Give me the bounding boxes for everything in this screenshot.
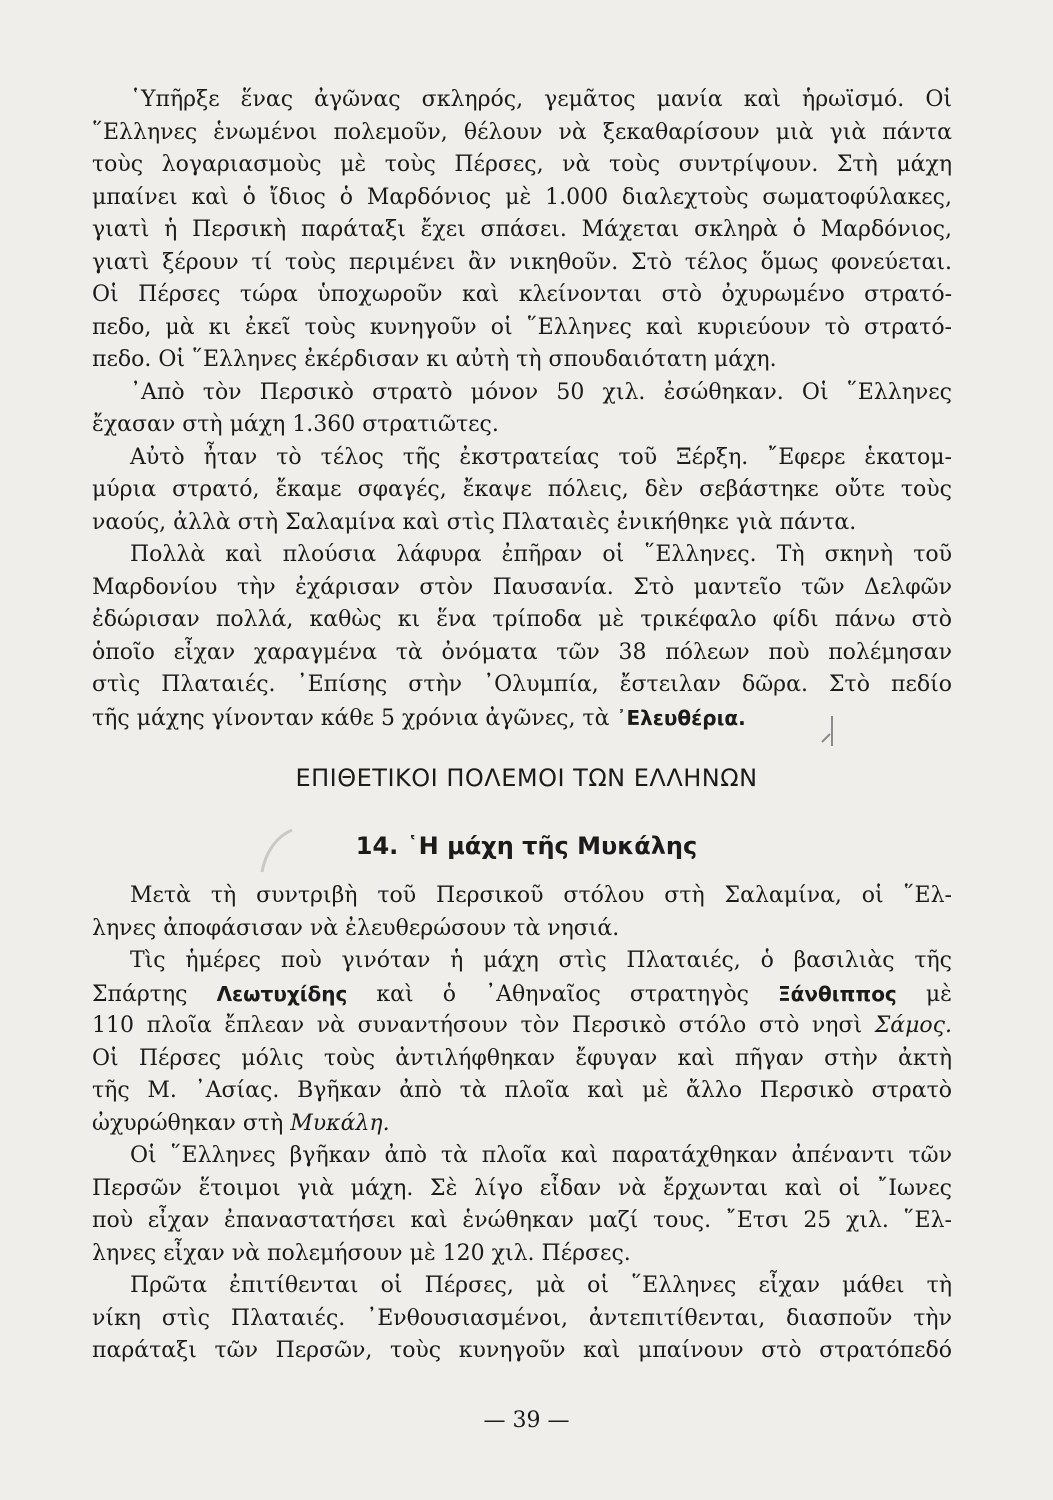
text-line: μπαίνει καὶ ὁ ἴδιος ὁ Μαρδόνιος μὲ 1.000 διαλεχτοὺς σωματοφύλακες, xyxy=(92,184,952,210)
text-line: τοὺς λογαριασμοὺς μὲ τοὺς Πέρσες, νὰ τοὺς συντρίψουν. Στὴ μάχη xyxy=(92,152,952,177)
bold-name-leotychides: Λεωτυχίδης xyxy=(216,981,348,1006)
pencil-mark-icon xyxy=(818,712,840,748)
text-line: τῆς Μ. ᾿Ασίας. Βγῆκαν ἀπὸ τὰ πλοῖα καὶ μὲ ἄλλο Περσικὸ στρατὸ xyxy=(92,1078,952,1103)
chapter-title: 14. ῾Η μάχη τῆς Μυκάλης xyxy=(355,832,698,860)
section-title: ΕΠΙΘΕΤΙΚΟΙ ΠΟΛΕΜΟΙ ΤΩΝ ΕΛΛΗΝΩΝ xyxy=(295,764,758,792)
text-line: ῾Υπῆρξε ἕνας ἀγῶνας σκληρός, γεμᾶτος μανία καὶ ἡρωϊσμό. Οἱ xyxy=(130,87,952,112)
text-line: ἐδώρισαν πολλά, καθὼς κι ἕνα τρίποδα μὲ τρικέφαλο φίδι πάνω στὸ xyxy=(92,607,952,632)
text-line: στὶς Πλαταιές. ᾿Επίσης στὴν ᾿Ολυμπία, ἔστειλαν δῶρα. Στὸ πεδίο xyxy=(92,672,952,697)
italic-place-mycale: Μυκάλη. xyxy=(290,1110,390,1136)
text-fragment: τῆς μάχης γίνονταν κάθε 5 χρόνια ἀγῶνες, τὰ xyxy=(92,705,617,731)
bold-name-xanthippos: Ξάνθιππος xyxy=(778,981,897,1006)
text-line: ληνες εἶχαν νὰ πολεμήσουν μὲ 120 χιλ. Πέρσες. xyxy=(92,1240,631,1266)
text-block-mycale xyxy=(92,880,952,1368)
text-line: Οἱ ῞Ελληνες βγῆκαν ἀπὸ τὰ πλοῖα καὶ παρατάχθηκαν ἀπέναντι τῶν xyxy=(130,1143,952,1168)
text-fragment: καὶ ὁ ᾿Αθηναῖος στρατηγὸς xyxy=(347,981,779,1007)
text-line: Πρῶτα ἐπιτίθενται οἱ Πέρσες, μὰ οἱ ῞Ελληνες εἶχαν μάθει τὴ xyxy=(130,1273,952,1298)
text-line xyxy=(92,978,952,1011)
text-fragment: ὠχυρώθηκαν στὴ xyxy=(92,1110,291,1136)
text-fragment: 110 πλοῖα ἔπλεαν νὰ συναντήσουν τὸν Περσικὸ στόλο στὸ νησὶ xyxy=(92,1013,875,1038)
text-line: ποὺ εἶχαν ἐπαναστατήσει καὶ ἑνώθηκαν μαζί τους. ῎Ετσι 25 χιλ. ῞Ελ- xyxy=(92,1208,952,1233)
page-number: — 39 — xyxy=(483,1408,570,1433)
text-line: Οἱ Πέρσες μόλις τοὺς ἀντιλήφθηκαν ἔφυγαν καὶ πῆγαν στὴν ἀκτὴ xyxy=(92,1045,952,1071)
text-line: πεδο, μὰ κι ἐκεῖ τοὺς κυνηγοῦν οἱ ῞Ελληνες καὶ κυριεύουν τὸ στρατό- xyxy=(92,314,952,340)
text-line: Πολλὰ καὶ πλούσια λάφυρα ἐπῆραν οἱ ῞Ελληνες. Τὴ σκηνὴ τοῦ xyxy=(130,542,952,567)
italic-place-samos: Σάμος. xyxy=(874,1013,952,1038)
text-fragment: μὲ xyxy=(896,981,952,1007)
text-line: Μετὰ τὴ συντριβὴ τοῦ Περσικοῦ στόλου στὴ Σαλαμίνα, οἱ ῞Ελ- xyxy=(130,883,952,908)
text-line: Αὐτὸ ἦταν τὸ τέλος τῆς ἐκστρατείας τοῦ Ξέρξη. ῎Εφερε ἑκατομ- xyxy=(130,444,952,470)
bold-term-eleutheria: ᾿Ελευθέρια. xyxy=(616,705,746,730)
text-line: νίκη στὶς Πλαταιές. ᾿Ενθουσιασμένοι, ἀντεπιτίθενται, διασποῦν τὴν xyxy=(92,1305,952,1331)
text-line xyxy=(92,1010,952,1043)
text-line: Μαρδονίου τὴν ἐχάρισαν στὸν Παυσανία. Στὸ μαντεῖο τῶν Δελφῶν xyxy=(92,574,952,600)
text-line: παράταξι τῶν Περσῶν, τοὺς κυνηγοῦν καὶ μπαίνουν στὸ στρατόπεδό xyxy=(92,1338,952,1363)
text-line: ὁποῖο εἶχαν χαραγμένα τὰ ὀνόματα τῶν 38 πόλεων ποὺ πολέμησαν xyxy=(92,639,952,665)
text-line: Περσῶν ἕτοιμοι γιὰ μάχη. Σὲ λίγο εἶδαν νὰ ἔρχωνται καὶ οἱ ῎Ιωνες xyxy=(92,1175,952,1201)
text-line: γιατὶ ξέρουν τί τοὺς περιμένει ἂν νικηθοῦν. Στὸ τέλος ὅμως φονεύεται. xyxy=(92,249,952,275)
text-line: ληνες ἀποφάσισαν νὰ ἐλευθερώσουν τὰ νησιά. xyxy=(92,915,620,941)
text-line: πεδο. Οἱ ῞Ελληνες ἐκέρδισαν κι αὐτὴ τὴ σπουδαιότατη μάχη. xyxy=(92,347,777,372)
text-line: ῞Ελληνες ἑνωμένοι πολεμοῦν, θέλουν νὰ ξεκαθαρίσουν μιὰ γιὰ πάντα xyxy=(92,119,952,145)
text-line: Οἱ Πέρσες τώρα ὑποχωροῦν καὶ κλείνονται στὸ ὀχυρωμένο στρατό- xyxy=(92,282,952,307)
text-line: ἔχασαν στὴ μάχη 1.360 στρατιῶτες. xyxy=(92,412,499,437)
text-line: μύρια στρατό, ἔκαμε σφαγές, ἔκαψε πόλεις, δὲν σεβάστηκε οὔτε τοὺς xyxy=(92,477,952,502)
text-line: ᾿Απὸ τὸν Περσικὸ στρατὸ μόνον 50 χιλ. ἐσώθηκαν. Οἱ ῞Ελληνες xyxy=(130,379,952,405)
text-block-plataea-end xyxy=(92,84,952,734)
text-line: Τὶς ἡμέρες ποὺ γινόταν ἡ μάχη στὶς Πλαταιές, ὁ βασιλιὰς τῆς xyxy=(130,948,952,973)
text-fragment: Σπάρτης xyxy=(92,981,217,1007)
text-line: ναούς, ἀλλὰ στὴ Σαλαμίνα καὶ στὶς Πλαταιὲς ἐνικήθηκε γιὰ πάντα. xyxy=(92,509,857,535)
text-line: γιατὶ ἡ Περσικὴ παράταξι ἔχει σπάσει. Μάχεται σκληρὰ ὁ Μαρδόνιος, xyxy=(92,217,952,242)
text-line xyxy=(92,1108,952,1141)
